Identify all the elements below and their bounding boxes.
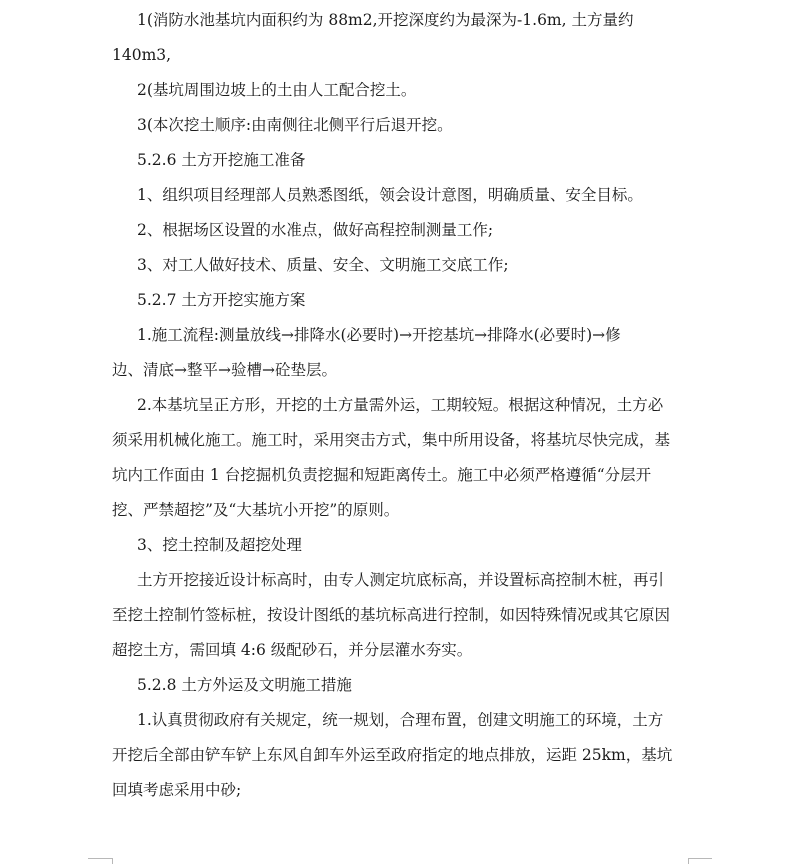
text-line: 3、对工人做好技术、质量、安全、文明施工交底工作;	[137, 256, 509, 274]
page-corner-mark	[88, 858, 112, 859]
text-line: 1(消防水池基坑内面积约为 88m2,开挖深度约为最深为-1.6m, 土方量约	[137, 11, 634, 29]
text-line: 140m3,	[112, 46, 172, 64]
text-line: 2、根据场区设置的水准点，做好高程控制测量工作;	[137, 221, 494, 239]
text-line: 边、清底→整平→验槽→砼垫层。	[112, 361, 337, 379]
text-line: 须采用机械化施工。施工时，采用突击方式，集中所用设备，将基坑尽快完成，基	[112, 431, 671, 449]
text-line: 坑内工作面由 1 台挖掘机负责挖掘和短距离传土。施工中必须严格遵循“分层开	[112, 466, 652, 484]
page-corner-mark	[688, 858, 712, 859]
text-line: 2.本基坑呈正方形，开挖的土方量需外运，工期较短。根据这种情况，土方必	[137, 396, 664, 414]
text-line: 回填考虑采用中砂;	[112, 781, 242, 799]
text-line: 超挖土方，需回填 4:6 级配砂石，并分层灌水夯实。	[112, 641, 473, 659]
text-line: 土方开挖接近设计标高时，由专人测定坑底标高，并设置标高控制木桩，再引	[137, 571, 665, 589]
text-line: 1、组织项目经理部人员熟悉图纸，领会设计意图，明确质量、安全目标。	[137, 186, 643, 204]
text-line: 至挖土控制竹签标桩，按设计图纸的基坑标高进行控制，如因特殊情况或其它原因	[112, 606, 671, 624]
text-line: 1.施工流程:测量放线→排降水(必要时)→开挖基坑→排降水(必要时)→修	[137, 326, 621, 344]
section-heading: 3、挖土控制及超挖处理	[137, 536, 302, 554]
text-line: 2(基坑周围边坡上的土由人工配合挖土。	[137, 81, 417, 99]
text-line: 开挖后全部由铲车铲上东风自卸车外运至政府指定的地点排放，运距 25km，基坑	[112, 746, 673, 764]
section-heading: 5.2.8 土方外运及文明施工措施	[137, 676, 352, 694]
section-heading: 5.2.6 土方开挖施工准备	[137, 151, 306, 169]
page-corner-mark	[112, 858, 113, 864]
page-corner-mark	[688, 858, 689, 864]
text-line: 1.认真贯彻政府有关规定，统一规划，合理布置，创建文明施工的环境，土方	[137, 711, 664, 729]
text-line: 挖、严禁超挖”及“大基坑小开挖”的原则。	[112, 501, 400, 519]
section-heading: 5.2.7 土方开挖实施方案	[137, 291, 306, 309]
text-line: 3(本次挖土顺序:由南侧往北侧平行后退开挖。	[137, 116, 453, 134]
